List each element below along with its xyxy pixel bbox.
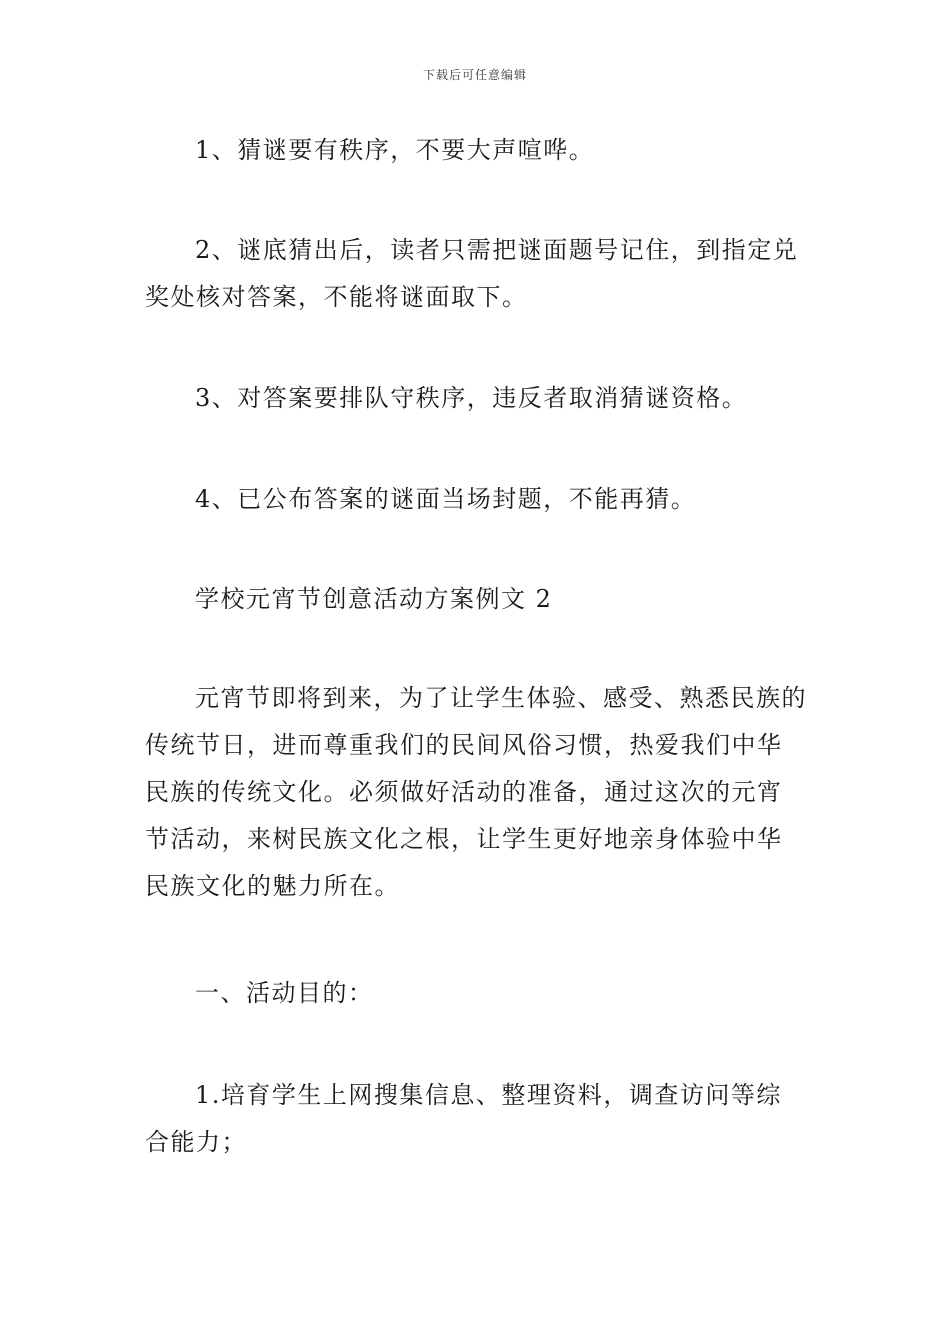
purpose-item-1: 1.培育学生上网搜集信息、整理资料，调查访问等综合能力； — [145, 1081, 782, 1156]
rule-4: 4、已公布答案的谜面当场封题，不能再猜。 — [195, 485, 697, 513]
header-note: 下载后可任意编辑 — [422, 68, 527, 82]
section-title: 学校元宵节创意活动方案例文 2 — [195, 585, 553, 613]
rule-2: 2、谜底猜出后，读者只需把谜面题号记住，到指定兑奖处核对答案，不能将谜面取下。 — [145, 236, 799, 311]
rule-3: 3、对答案要排队守秩序，违反者取消猜谜资格。 — [195, 384, 748, 412]
intro-paragraph: 元宵节即将到来，为了让学生体验、感受、熟悉民族的传统节日，进而尊重我们的民间风俗习惯，热爱我们中华民族的传统文化。必须做好活动的准备，通过这次的元宵节活动，来树民族文化之根，让学生更好地亲身体验中华民族文化的魅力所在。 — [145, 684, 807, 900]
rule-1: 1、猜谜要有秩序，不要大声喧哗。 — [195, 136, 595, 164]
heading-purpose: 一、活动目的： — [195, 979, 374, 1007]
